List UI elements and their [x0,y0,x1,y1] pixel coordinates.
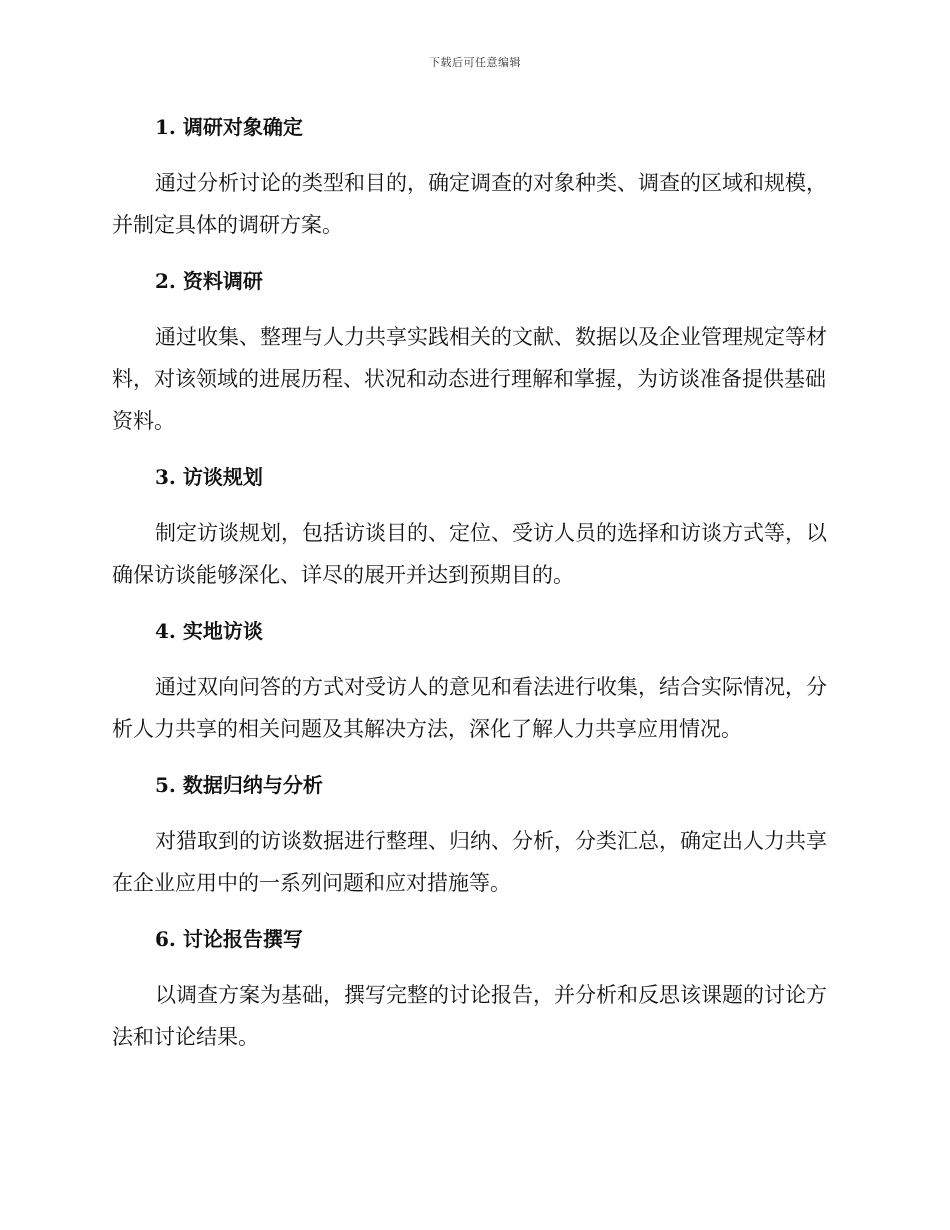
document-body [112,110,832,1076]
section-heading: 1. 调研对象确定 [155,115,303,139]
section-heading: 2. 资料调研 [155,269,263,293]
section-3 [112,460,832,596]
section-6 [112,922,832,1058]
section-paragraph: 制定访谈规划，包括访谈目的、定位、受访人员的选择和访谈方式等，以确保访谈能够深化、详尽的展开并达到预期目的。 [112,521,827,587]
section-2 [112,264,832,442]
section-paragraph: 通过收集、整理与人力共享实践相关的文献、数据以及企业管理规定等材料，对该领域的进展历程、状况和动态进行理解和掌握，为访谈准备提供基础资料。 [112,325,827,433]
section-paragraph: 以调查方案为基础，撰写完整的讨论报告，并分析和反思该课题的讨论方法和讨论结果。 [112,983,827,1049]
section-paragraph: 对猎取到的访谈数据进行整理、归纳、分析，分类汇总，确定出人力共享在企业应用中的一系列问题和应对措施等。 [112,829,827,895]
section-heading: 3. 访谈规划 [155,465,263,489]
section-heading: 4. 实地访谈 [155,619,263,643]
section-heading: 5. 数据归纳与分析 [155,773,323,797]
section-1 [112,110,832,246]
section-paragraph: 通过双向问答的方式对受访人的意见和看法进行收集，结合实际情况，分析人力共享的相关问题及其解决方法，深化了解人力共享应用情况。 [112,675,827,741]
section-heading: 6. 讨论报告撰写 [155,927,303,951]
page-header-note: 下载后可任意编辑 [429,56,521,69]
section-4 [112,614,832,750]
section-paragraph: 通过分析讨论的类型和目的，确定调查的对象种类、调查的区域和规模，并制定具体的调研方案。 [112,171,827,237]
section-5 [112,768,832,904]
